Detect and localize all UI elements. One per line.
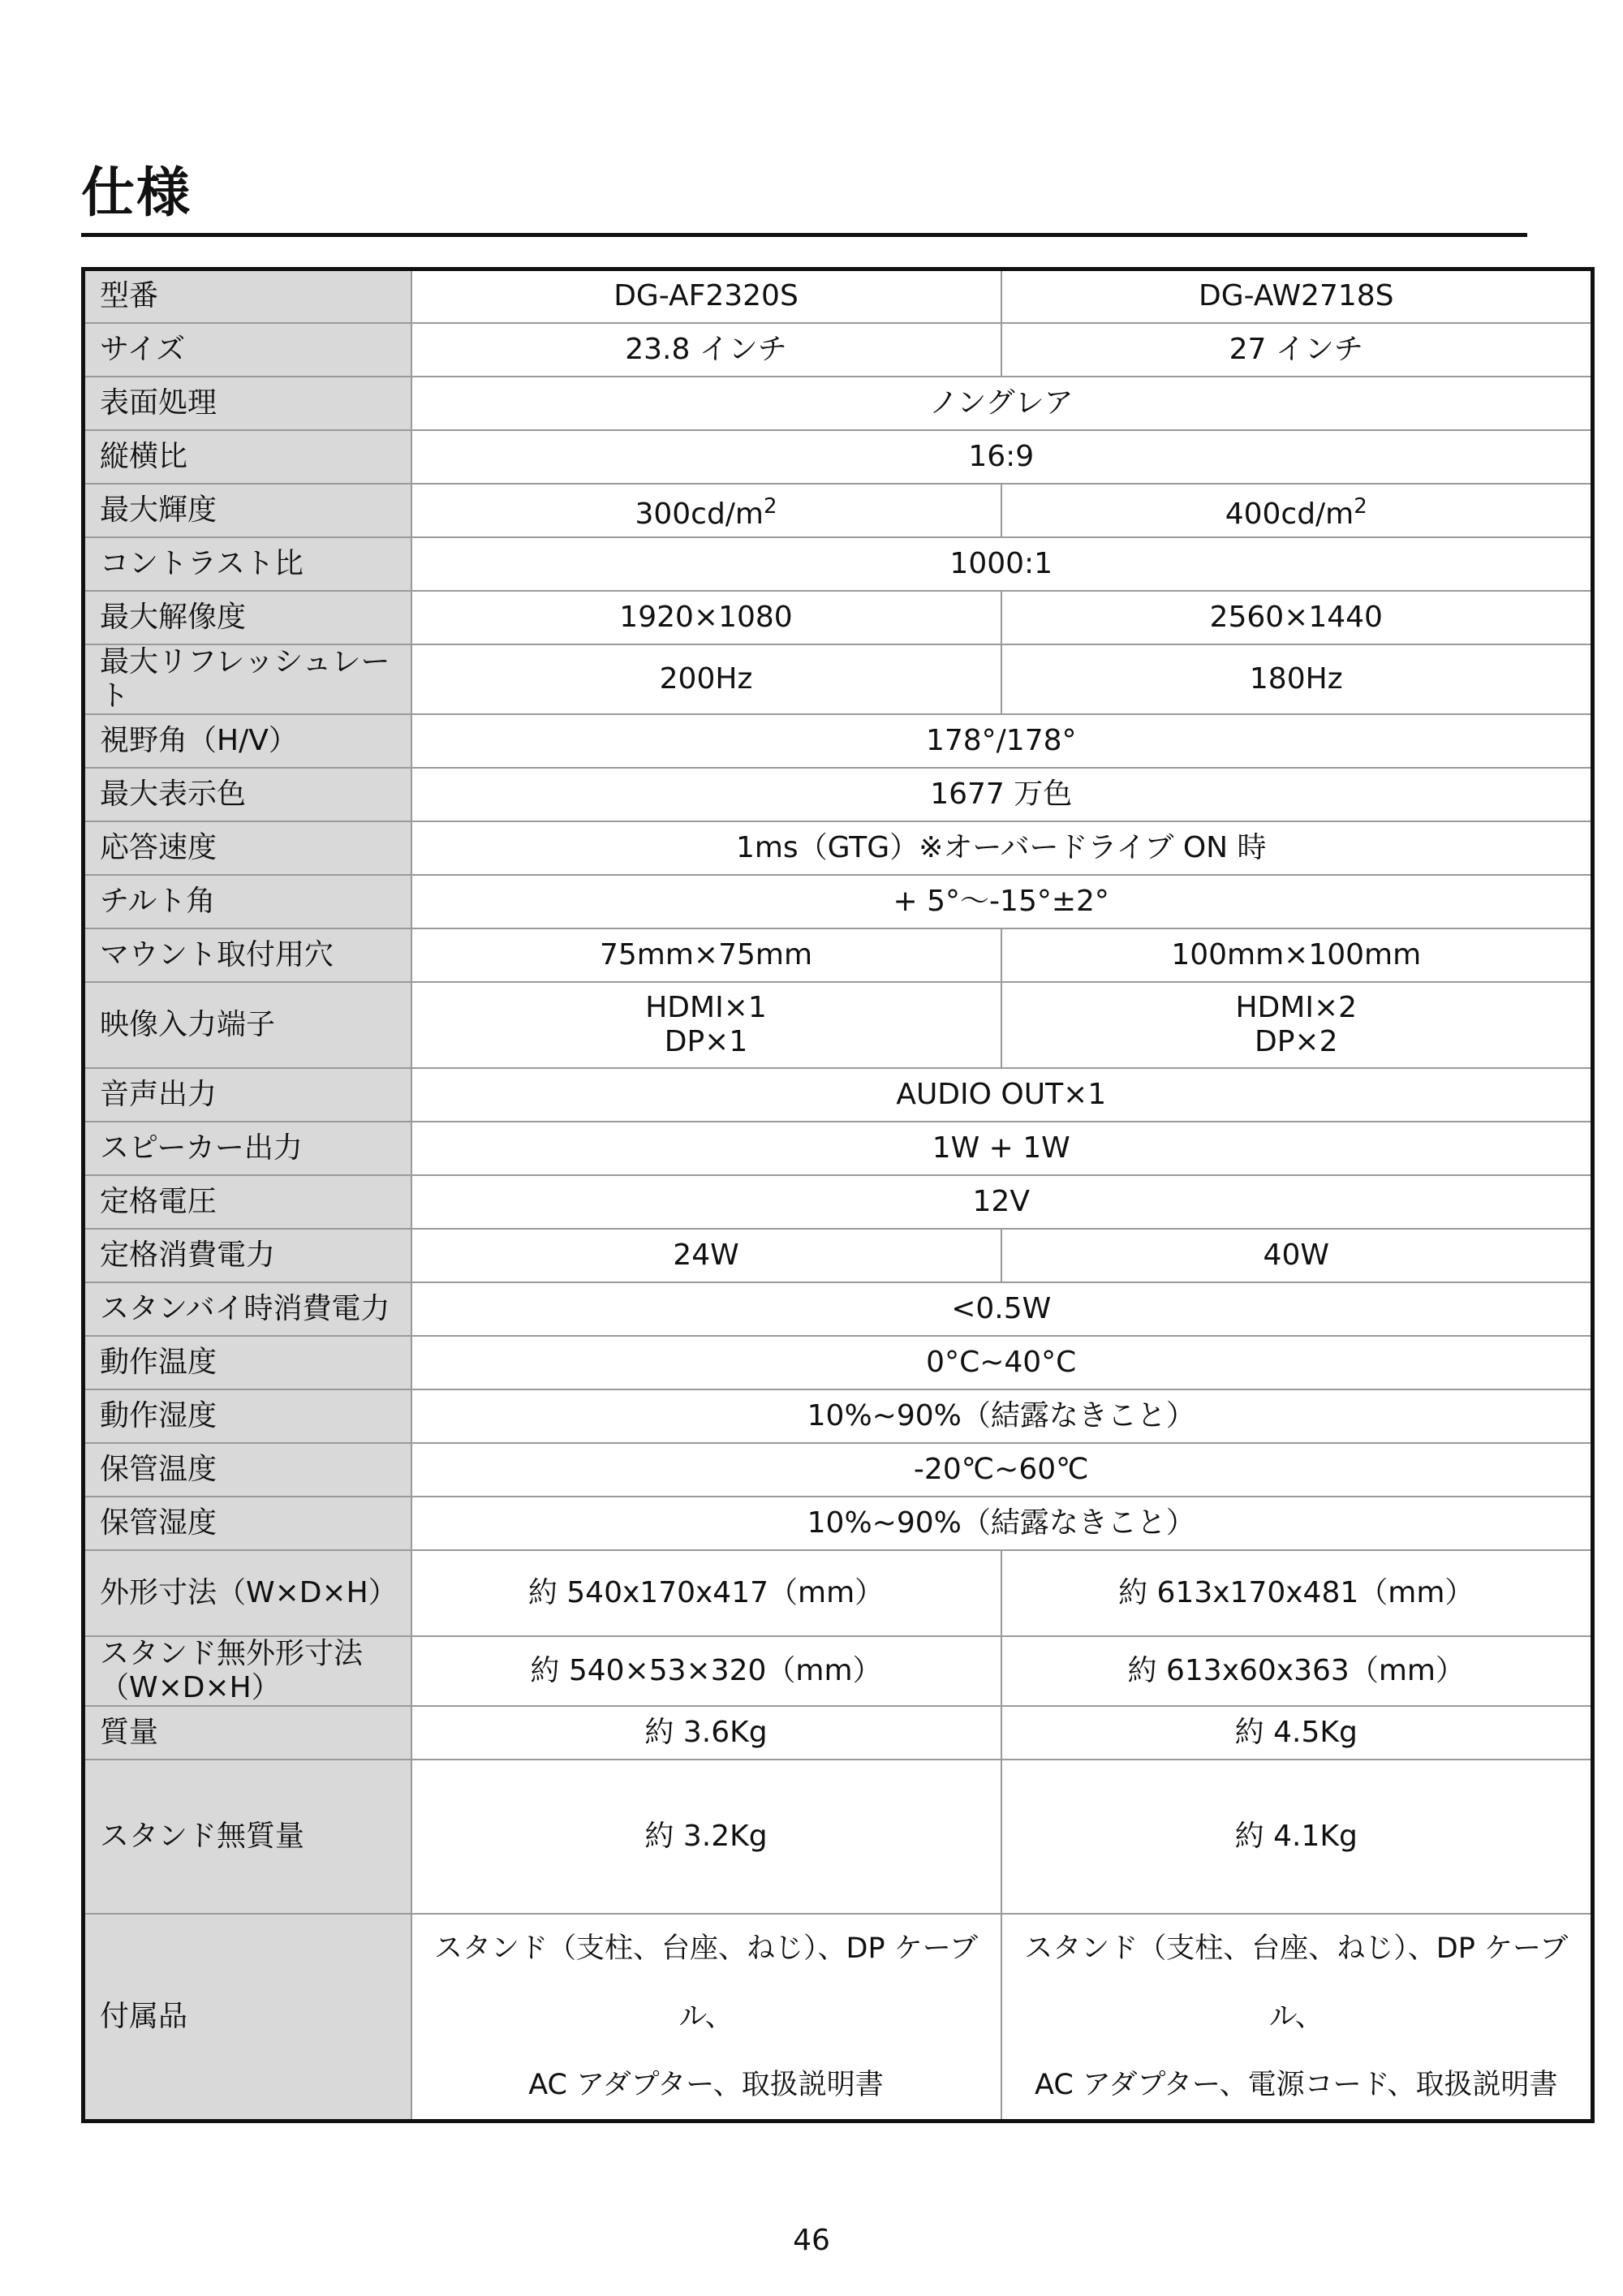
spec-row (84, 1914, 1593, 2122)
row-value (411, 1229, 1001, 1282)
spec-row (84, 1175, 1593, 1229)
spec-table-body (84, 269, 1593, 2122)
value-text: 24W (673, 1238, 739, 1272)
value-text: 300cd/m (635, 497, 764, 531)
row-value (1001, 1706, 1593, 1760)
row-label: 縦横比 (84, 430, 411, 484)
row-value (1001, 928, 1593, 982)
row-label: 応答速度 (84, 821, 411, 875)
row-label: スタンバイ時消費電力 (84, 1282, 411, 1336)
value-line: AC アダプター、取扱説明書 (528, 2068, 884, 2101)
spec-row (84, 1706, 1593, 1760)
value-text: 180Hz (1249, 661, 1343, 696)
row-label: スピーカー出力 (84, 1122, 411, 1175)
row-value (1001, 1550, 1593, 1636)
row-label: 視野角（H/V） (84, 714, 411, 768)
spec-table (81, 267, 1595, 2123)
spec-row (84, 323, 1593, 377)
row-label: 付属品 (84, 1914, 411, 2122)
row-value-multiline (1001, 1914, 1593, 2122)
spec-row (84, 1550, 1593, 1636)
row-value: 1000:1 (411, 537, 1593, 591)
value-text: 400cd/m (1225, 497, 1354, 531)
row-label: 定格消費電力 (84, 1229, 411, 1282)
row-label: 最大表示色 (84, 768, 411, 821)
row-value (1001, 1760, 1593, 1914)
row-value: 0°C~40°C (411, 1336, 1593, 1389)
row-label: 保管温度 (84, 1443, 411, 1497)
value-line: AC アダプター、電源コード、取扱説明書 (1035, 2068, 1558, 2101)
row-label: サイズ (84, 323, 411, 377)
spec-row (84, 537, 1593, 591)
row-label: 質量 (84, 1706, 411, 1760)
row-value: 10%~90%（結露なきこと） (411, 1497, 1593, 1550)
value-superscript: 2 (764, 493, 777, 519)
spec-row (84, 1282, 1593, 1336)
spec-row (84, 875, 1593, 928)
row-label: 音声出力 (84, 1068, 411, 1122)
spec-row (84, 1229, 1593, 1282)
row-value: 10%~90%（結露なきこと） (411, 1389, 1593, 1443)
value-text: 約 540×53×320（mm） (530, 1653, 882, 1687)
row-label: 外形寸法（W×D×H） (84, 1550, 411, 1636)
value-text: 約 4.5Kg (1234, 1715, 1358, 1749)
row-label: チルト角 (84, 875, 411, 928)
page-title: 仕様 (81, 162, 192, 224)
row-value-multiline (411, 982, 1001, 1068)
value-line: DP×1 (664, 1024, 748, 1058)
value-text: 約 613x60x363（mm） (1127, 1653, 1465, 1687)
value-text: 約 540x170x417（mm） (527, 1575, 885, 1609)
value-line: スタンド（支柱、台座、ねじ）、DP ケーブル、 (434, 1932, 978, 2033)
spec-row (84, 591, 1593, 644)
row-value (411, 484, 1001, 537)
row-value (411, 1760, 1001, 1914)
row-label: コントラスト比 (84, 537, 411, 591)
row-value: <0.5W (411, 1282, 1593, 1336)
spec-row (84, 1336, 1593, 1389)
row-value: 12V (411, 1175, 1593, 1229)
row-value (411, 1550, 1001, 1636)
spec-row (84, 1068, 1593, 1122)
row-value: ノングレア (411, 377, 1593, 430)
row-value (1001, 591, 1593, 644)
row-value: 1W + 1W (411, 1122, 1593, 1175)
value-superscript: 2 (1354, 493, 1367, 519)
row-label: 定格電圧 (84, 1175, 411, 1229)
row-value (1001, 1229, 1593, 1282)
row-value: AUDIO OUT×1 (411, 1068, 1593, 1122)
row-label: スタンド無外形寸法（W×D×H） (84, 1636, 411, 1706)
row-value: + 5°～-15°±2° (411, 875, 1593, 928)
header-row (84, 269, 1593, 323)
row-label: 保管湿度 (84, 1497, 411, 1550)
row-value (411, 591, 1001, 644)
row-label: 映像入力端子 (84, 982, 411, 1068)
value-text: 27 インチ (1229, 332, 1363, 366)
value-text: 200Hz (659, 661, 753, 696)
row-value-multiline (1001, 982, 1593, 1068)
row-label: 表面処理 (84, 377, 411, 430)
row-value (1001, 644, 1593, 714)
row-value: 178°/178° (411, 714, 1593, 768)
row-label: 動作湿度 (84, 1389, 411, 1443)
spec-row (84, 821, 1593, 875)
value-text: 23.8 インチ (625, 332, 787, 366)
value-text: 約 613x170x481（mm） (1118, 1575, 1474, 1609)
row-value: 16:9 (411, 430, 1593, 484)
value-text: 約 3.2Kg (644, 1819, 768, 1853)
value-text: 約 4.1Kg (1234, 1819, 1358, 1853)
model-name: DG-AF2320S (411, 269, 1001, 323)
row-value: 1677 万色 (411, 768, 1593, 821)
value-line: HDMI×2 (1235, 990, 1358, 1024)
row-value-multiline (411, 1914, 1001, 2122)
row-value (411, 1636, 1001, 1706)
spec-row (84, 714, 1593, 768)
value-text: 40W (1263, 1238, 1329, 1272)
row-value (411, 644, 1001, 714)
title-rule (81, 233, 1527, 237)
spec-row (84, 644, 1593, 714)
spec-row (84, 1636, 1593, 1706)
row-value (411, 928, 1001, 982)
spec-row (84, 1122, 1593, 1175)
row-value (411, 1706, 1001, 1760)
spec-row (84, 768, 1593, 821)
row-value (1001, 323, 1593, 377)
spec-row (84, 1760, 1593, 1914)
row-value (1001, 1636, 1593, 1706)
row-value: 1ms（GTG）※オーバードライブ ON 時 (411, 821, 1593, 875)
spec-row (84, 1443, 1593, 1497)
value-text: 100mm×100mm (1171, 937, 1422, 971)
model-name: DG-AW2718S (1001, 269, 1593, 323)
row-label: 動作温度 (84, 1336, 411, 1389)
row-label: 最大輝度 (84, 484, 411, 537)
spec-row (84, 484, 1593, 537)
row-label: 型番 (84, 269, 411, 323)
spec-row (84, 1389, 1593, 1443)
row-label: スタンド無質量 (84, 1760, 411, 1914)
page-number: 46 (793, 2224, 830, 2257)
row-value (1001, 484, 1593, 537)
spec-row (84, 1497, 1593, 1550)
value-text: 1920×1080 (619, 600, 793, 634)
row-value (411, 323, 1001, 377)
spec-row (84, 982, 1593, 1068)
row-value: -20℃~60℃ (411, 1443, 1593, 1497)
value-text: 約 3.6Kg (644, 1715, 768, 1749)
value-line: HDMI×1 (645, 990, 767, 1024)
value-text: 75mm×75mm (599, 937, 813, 971)
row-label: 最大解像度 (84, 591, 411, 644)
value-line: DP×2 (1255, 1024, 1338, 1058)
row-label: マウント取付用穴 (84, 928, 411, 982)
spec-row (84, 377, 1593, 430)
spec-row (84, 430, 1593, 484)
value-line: スタンド（支柱、台座、ねじ）、DP ケーブル、 (1024, 1932, 1569, 2033)
value-text: 2560×1440 (1209, 600, 1383, 634)
row-label: 最大リフレッシュレート (84, 644, 411, 714)
spec-row (84, 928, 1593, 982)
